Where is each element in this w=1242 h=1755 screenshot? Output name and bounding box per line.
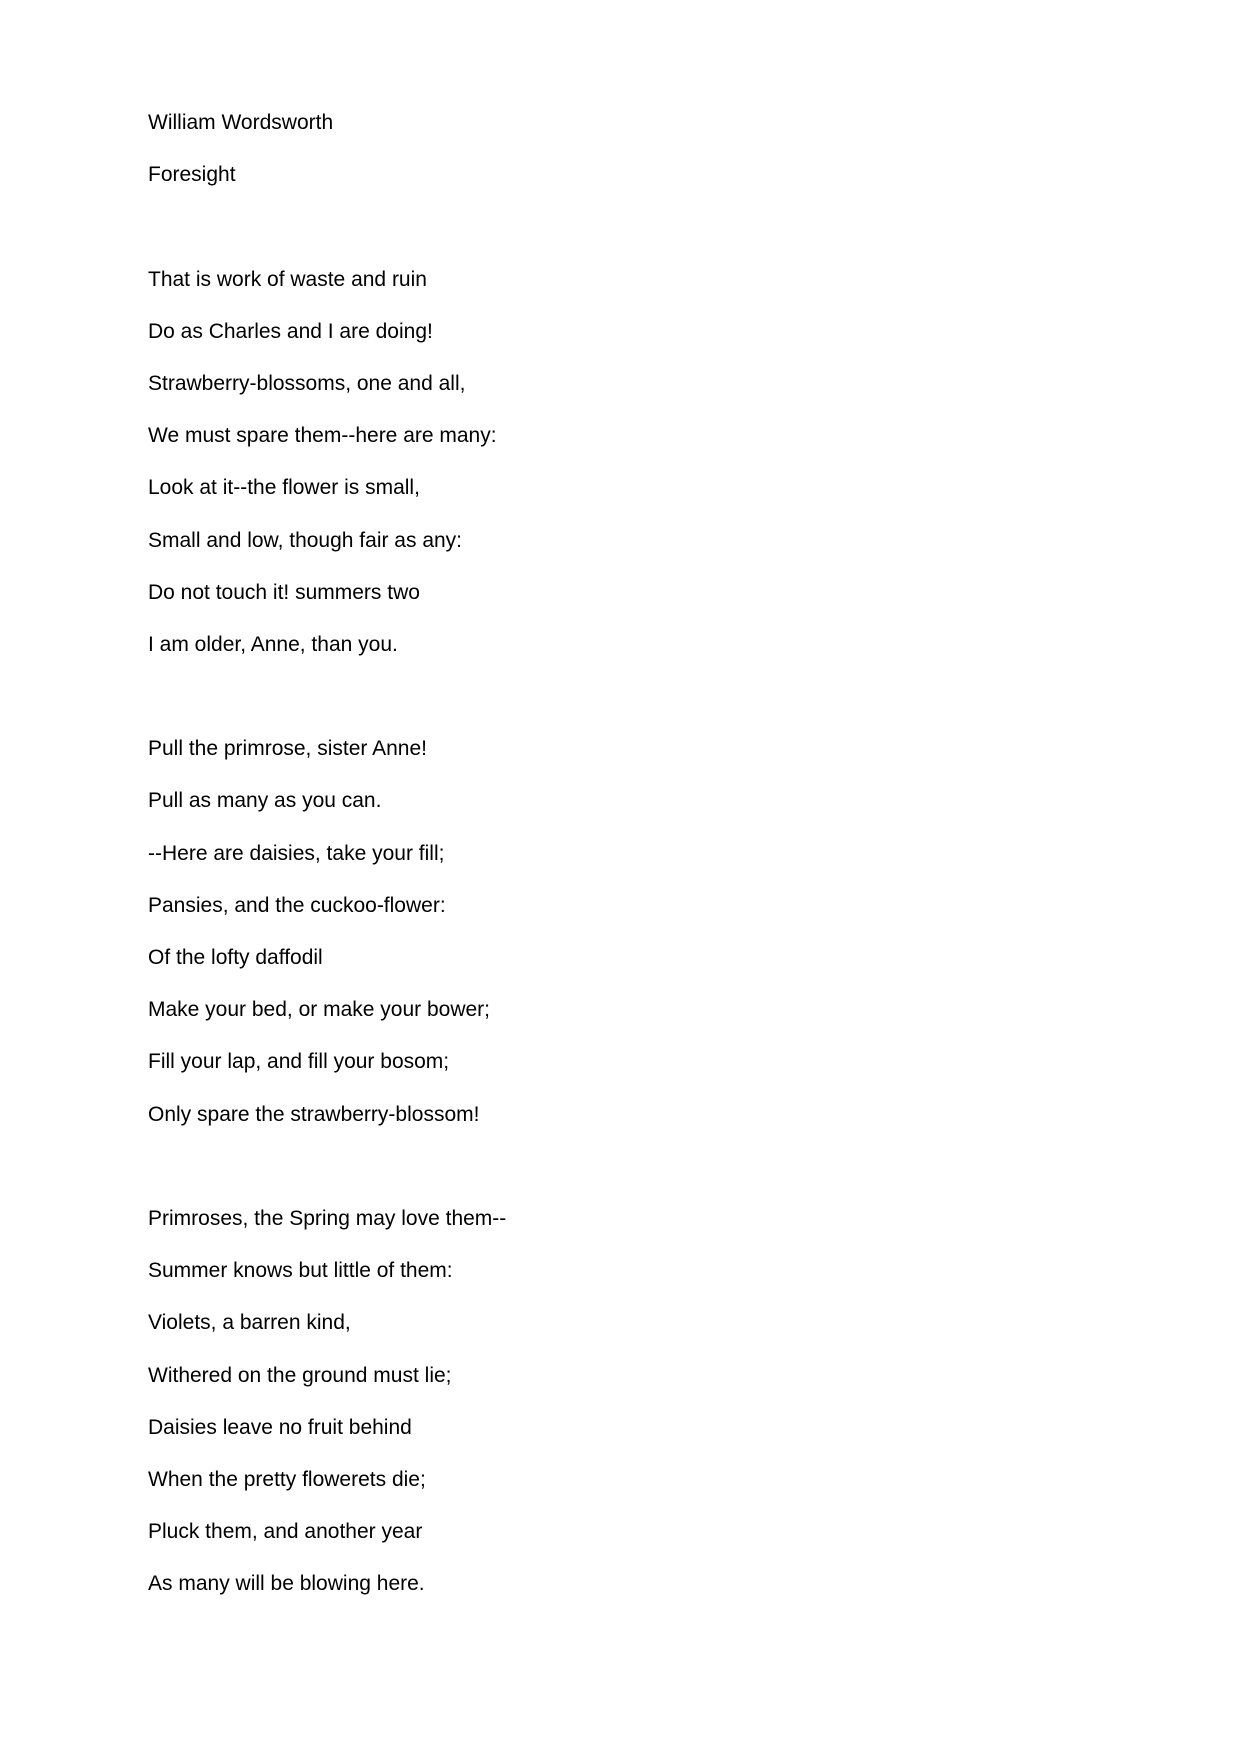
- stanza-gap: [148, 1154, 1048, 1206]
- stanza-3: [148, 1206, 1048, 1597]
- poem-line: Daisies leave no fruit behind: [148, 1415, 412, 1439]
- poem-line: Fill your lap, and fill your bosom;: [148, 1050, 450, 1074]
- poem-document: [148, 110, 1048, 1623]
- poem-line: When the pretty flowerets die;: [148, 1467, 426, 1491]
- stanza-gap: [148, 684, 1048, 736]
- poem-line: Do not touch it! summers two: [148, 580, 420, 604]
- poem-line: As many will be blowing here.: [148, 1572, 425, 1596]
- poem-line: Primroses, the Spring may love them--: [148, 1206, 507, 1230]
- poem-line: Make your bed, or make your bower;: [148, 998, 490, 1022]
- poem-line: --Here are daisies, take your fill;: [148, 841, 445, 865]
- stanza-gap: [148, 214, 1048, 266]
- poem-line: Pull as many as you can.: [148, 789, 382, 813]
- poem-line: Strawberry-blossoms, one and all,: [148, 371, 466, 395]
- poem-line: Only spare the strawberry-blossom!: [148, 1102, 480, 1126]
- poem-line: Small and low, though fair as any:: [148, 528, 463, 552]
- poem-line: That is work of waste and ruin: [148, 267, 427, 291]
- poem-author: William Wordsworth: [148, 111, 334, 134]
- poem-line: Look at it--the flower is small,: [148, 476, 420, 500]
- poem-line: Pull the primrose, sister Anne!: [148, 737, 427, 761]
- poem-line: Summer knows but little of them:: [148, 1259, 453, 1283]
- poem-line: Withered on the ground must lie;: [148, 1363, 452, 1387]
- poem-line: Pansies, and the cuckoo-flower:: [148, 893, 446, 917]
- poem-line: Pluck them, and another year: [148, 1520, 423, 1544]
- poem-title: Foresight: [148, 163, 236, 187]
- poem-line: I am older, Anne, than you.: [148, 632, 398, 656]
- poem-line: Violets, a barren kind,: [148, 1311, 351, 1335]
- poem-line: Of the lofty daffodil: [148, 946, 323, 969]
- stanza-2: [148, 736, 1048, 1127]
- poem-line: Do as Charles and I are doing!: [148, 319, 433, 343]
- poem-line: We must spare them--here are many:: [148, 424, 497, 448]
- stanza-1: [148, 267, 1048, 658]
